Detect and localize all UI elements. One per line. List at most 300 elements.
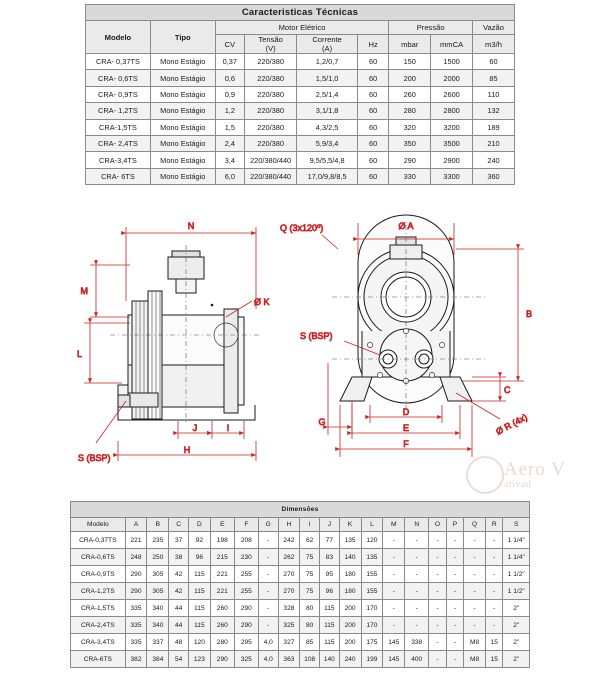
dim-cell: - — [429, 583, 446, 600]
tech-cell: 220/380 — [244, 119, 296, 135]
dim-col-s: S — [503, 518, 530, 532]
dim-cell: 54 — [169, 651, 189, 668]
tech-cell: 85 — [473, 70, 515, 86]
dim-cell: 145 — [383, 634, 405, 651]
dim-cell: - — [258, 583, 278, 600]
dim-col-k: K — [339, 518, 361, 532]
dim-cell: - — [383, 566, 405, 583]
dim-label-R: Ø R (4x) — [494, 411, 529, 437]
dim-label-E: E — [402, 423, 410, 433]
tech-cell: 350 — [389, 135, 431, 151]
dim-cell: 48 — [169, 634, 189, 651]
tech-cell: 260 — [389, 86, 431, 102]
dim-cell: - — [486, 566, 503, 583]
tech-table-title: Caracteristicas Técnicas — [86, 5, 515, 21]
technical-characteristics-table — [85, 4, 515, 185]
dim-cell: 15 — [486, 634, 503, 651]
dim-cell: - — [446, 617, 463, 634]
tech-cell: 220/380/440 — [244, 152, 296, 168]
dim-cell: 1 1/2" — [503, 583, 530, 600]
tech-cell: 3,4 — [215, 152, 244, 168]
tech-cell: 200 — [389, 70, 431, 86]
dim-cell: 280 — [210, 634, 234, 651]
dim-cell: - — [405, 617, 429, 634]
tech-col-mbar: mbar — [389, 35, 431, 54]
dim-cell: 290 — [125, 583, 147, 600]
dim-cell: 255 — [234, 583, 258, 600]
dim-cell: 4,0 — [258, 651, 278, 668]
dim-col-e: E — [210, 518, 234, 532]
dim-cell: 42 — [169, 583, 189, 600]
tech-cell-modelo: CRA- 0,37TS — [86, 54, 151, 70]
tech-cell: 220/380/440 — [244, 168, 296, 184]
dim-cell: 4,0 — [258, 634, 278, 651]
tech-cell: 2,5/1,4 — [297, 86, 358, 102]
dim-cell: 260 — [210, 617, 234, 634]
dim-label-S-left: S (BSP) — [78, 453, 111, 463]
dim-col-n: N — [405, 518, 429, 532]
table-row — [86, 54, 515, 70]
tech-cell: 150 — [389, 54, 431, 70]
dim-cell: 85 — [300, 634, 320, 651]
dim-cell: - — [429, 549, 446, 566]
dim-cell: 155 — [361, 566, 383, 583]
dim-cell: 340 — [147, 617, 169, 634]
dim-cell: 382 — [125, 651, 147, 668]
table-row — [86, 70, 515, 86]
dim-cell: 327 — [278, 634, 300, 651]
dim-cell: - — [446, 566, 463, 583]
dim-col-p: P — [446, 518, 463, 532]
dim-cell-modelo: CRA-3,4TS — [71, 634, 126, 651]
dim-cell: 115 — [320, 617, 340, 634]
dim-label-B: B — [526, 309, 533, 319]
dim-cell: 221 — [210, 583, 234, 600]
dim-col-j: J — [320, 518, 340, 532]
dim-cell: - — [464, 549, 486, 566]
tech-cell: 60 — [473, 54, 515, 70]
tech-cell-modelo: CRA- 1,2TS — [86, 103, 151, 119]
dim-cell: - — [405, 532, 429, 549]
tech-cell: 220/380 — [244, 54, 296, 70]
dim-cell: 208 — [234, 532, 258, 549]
dim-cell: 290 — [125, 566, 147, 583]
dim-cell: - — [429, 617, 446, 634]
tech-cell-modelo: CRA- 0,6TS — [86, 70, 151, 86]
dim-cell: - — [446, 634, 463, 651]
dim-cell: 221 — [210, 566, 234, 583]
tech-cell: 2800 — [431, 103, 473, 119]
technical-drawing — [0, 205, 600, 497]
dim-cell: - — [486, 617, 503, 634]
dim-cell: 328 — [278, 600, 300, 617]
dim-cell: 115 — [320, 600, 340, 617]
dimensions-table — [70, 501, 530, 668]
dim-cell-modelo: CRA-0,9TS — [71, 566, 126, 583]
tech-cell: Mono Estágio — [150, 103, 215, 119]
dim-label-Q: Q (3x120º) — [280, 223, 324, 233]
dim-cell: - — [405, 600, 429, 617]
dim-cell: 270 — [278, 583, 300, 600]
table-row — [86, 86, 515, 102]
dim-cell: 115 — [320, 634, 340, 651]
dim-cell: 338 — [405, 634, 429, 651]
dim-cell: - — [429, 532, 446, 549]
dim-label-S-right: S (BSP) — [300, 331, 333, 341]
dim-cell: 1 1/4" — [503, 532, 530, 549]
table-row — [71, 651, 530, 668]
dim-cell: - — [446, 651, 463, 668]
tech-cell: 3,1/1,8 — [297, 103, 358, 119]
dim-cell: - — [486, 600, 503, 617]
tech-cell: 220/380 — [244, 70, 296, 86]
dim-cell: 108 — [300, 651, 320, 668]
table-row — [86, 168, 515, 184]
tech-cell: 1,2 — [215, 103, 244, 119]
dim-cell: 44 — [169, 617, 189, 634]
tech-cell-modelo: CRA- 0,9TS — [86, 86, 151, 102]
dim-cell: 75 — [300, 549, 320, 566]
dim-cell: 262 — [278, 549, 300, 566]
tech-cell: 60 — [357, 86, 388, 102]
tech-cell: 1,5/1,0 — [297, 70, 358, 86]
dim-col-i: I — [300, 518, 320, 532]
dim-cell-modelo: CRA-0,37TS — [71, 532, 126, 549]
tech-cell: 17,0/9,8/8,5 — [297, 168, 358, 184]
dim-label-J: J — [192, 423, 198, 433]
tech-cell: Mono Estágio — [150, 54, 215, 70]
dim-cell: - — [464, 566, 486, 583]
tech-cell: Mono Estágio — [150, 168, 215, 184]
dim-cell: 120 — [361, 532, 383, 549]
dim-cell: 400 — [405, 651, 429, 668]
dim-cell: 42 — [169, 566, 189, 583]
table-row — [86, 152, 515, 168]
dim-cell: 230 — [234, 549, 258, 566]
dim-cell: 335 — [125, 617, 147, 634]
dim-label-H: H — [183, 445, 191, 455]
dim-cell: - — [486, 583, 503, 600]
tech-cell: 290 — [389, 152, 431, 168]
tech-cell: 280 — [389, 103, 431, 119]
dim-cell: 305 — [147, 566, 169, 583]
table-row — [71, 549, 530, 566]
tech-cell-modelo: CRA- 2,4TS — [86, 135, 151, 151]
tech-cell: 240 — [473, 152, 515, 168]
tech-col-hz: Hz — [357, 35, 388, 54]
dim-cell: 198 — [210, 532, 234, 549]
dim-cell-modelo: CRA-2,4TS — [71, 617, 126, 634]
tech-group-vazao: Vazão — [473, 21, 515, 35]
dim-label-L: L — [76, 349, 82, 359]
dim-cell: 235 — [147, 532, 169, 549]
tech-cell: 220/380 — [244, 86, 296, 102]
dim-cell: 135 — [361, 549, 383, 566]
tech-cell: 320 — [389, 119, 431, 135]
dim-cell: 140 — [320, 651, 340, 668]
tech-cell: 60 — [357, 70, 388, 86]
tech-cell: 132 — [473, 103, 515, 119]
dim-cell: 80 — [300, 600, 320, 617]
tech-cell: 1,2/0,7 — [297, 54, 358, 70]
dim-cell: 2" — [503, 651, 530, 668]
dim-cell: - — [429, 651, 446, 668]
dim-cell: 140 — [339, 549, 361, 566]
dim-cell: 96 — [188, 549, 210, 566]
dim-cell: - — [464, 617, 486, 634]
tech-cell: 3200 — [431, 119, 473, 135]
dim-table-grid — [70, 501, 530, 668]
tech-cell: 2900 — [431, 152, 473, 168]
tech-cell: 1500 — [431, 54, 473, 70]
watermark-circle — [466, 456, 504, 494]
dim-cell: - — [258, 532, 278, 549]
dim-cell: 37 — [169, 532, 189, 549]
dim-cell: - — [383, 583, 405, 600]
tech-cell: 60 — [357, 119, 388, 135]
table-row — [71, 617, 530, 634]
dim-cell: 120 — [188, 634, 210, 651]
table-row — [71, 634, 530, 651]
dim-cell: 180 — [339, 583, 361, 600]
dim-cell: 270 — [278, 566, 300, 583]
dim-cell: 38 — [169, 549, 189, 566]
dim-cell: - — [429, 566, 446, 583]
dim-col-g: G — [258, 518, 278, 532]
dim-cell: M8 — [464, 634, 486, 651]
tech-cell: 60 — [357, 152, 388, 168]
dim-col-b: B — [147, 518, 169, 532]
dim-cell: 135 — [339, 532, 361, 549]
dim-cell: - — [405, 583, 429, 600]
dim-cell: 80 — [300, 617, 320, 634]
dim-cell: 2" — [503, 634, 530, 651]
dim-label-D: D — [402, 407, 410, 417]
dim-cell: 199 — [361, 651, 383, 668]
dim-cell: 325 — [278, 617, 300, 634]
dim-cell: - — [464, 600, 486, 617]
dim-col-q: Q — [464, 518, 486, 532]
tech-cell: 4,3/2,5 — [297, 119, 358, 135]
dim-cell: - — [464, 583, 486, 600]
table-row — [71, 583, 530, 600]
watermark-subtext: ativad — [503, 479, 532, 490]
dim-label-I: I — [226, 423, 230, 433]
tech-cell: 3300 — [431, 168, 473, 184]
dim-cell: - — [446, 583, 463, 600]
dim-label-N: N — [187, 221, 195, 231]
tech-col-tensao: Tensão (V) — [244, 35, 296, 54]
dim-label-C: C — [504, 385, 511, 395]
dim-cell: 44 — [169, 600, 189, 617]
dim-cell: 215 — [210, 549, 234, 566]
tech-cell-modelo: CRA-3,4TS — [86, 152, 151, 168]
dim-cell: 200 — [339, 600, 361, 617]
dim-col-l: L — [361, 518, 383, 532]
tech-cell-modelo: CRA-1,5TS — [86, 119, 151, 135]
tech-cell: 189 — [473, 119, 515, 135]
dim-cell: - — [446, 549, 463, 566]
tech-cell: Mono Estágio — [150, 152, 215, 168]
tech-cell: 0,37 — [215, 54, 244, 70]
dim-cell: 170 — [361, 600, 383, 617]
dim-cell-modelo: CRA-1,2TS — [71, 583, 126, 600]
dim-cell-modelo: CRA-1,5TS — [71, 600, 126, 617]
dim-cell: 83 — [320, 549, 340, 566]
dim-cell: - — [486, 532, 503, 549]
dim-label-G: G — [318, 417, 326, 427]
table-row — [71, 600, 530, 617]
tech-cell: 110 — [473, 86, 515, 102]
dim-cell: 96 — [320, 583, 340, 600]
tech-cell: 0,6 — [215, 70, 244, 86]
dim-cell: - — [405, 566, 429, 583]
tech-col-m3h: m3/h — [473, 35, 515, 54]
dim-cell: 92 — [188, 532, 210, 549]
dim-cell: 2" — [503, 600, 530, 617]
dim-cell: 75 — [300, 583, 320, 600]
dim-label-F: F — [403, 439, 409, 449]
tech-cell: 2,4 — [215, 135, 244, 151]
tech-cell-modelo: CRA- 6TS — [86, 168, 151, 184]
dim-cell: M8 — [464, 651, 486, 668]
dim-cell: 1 1/4" — [503, 549, 530, 566]
tech-cell: Mono Estágio — [150, 119, 215, 135]
dim-cell: 77 — [320, 532, 340, 549]
dim-col-modelo: Modelo — [71, 518, 126, 532]
dim-cell: - — [405, 549, 429, 566]
dim-cell: 290 — [210, 651, 234, 668]
watermark-text: Aero V — [503, 459, 566, 480]
dim-cell: 180 — [339, 566, 361, 583]
dim-cell: - — [383, 600, 405, 617]
tech-col-corrente: Corrente (A) — [297, 35, 358, 54]
dim-cell: 200 — [339, 634, 361, 651]
tech-cell: 1,5 — [215, 119, 244, 135]
dim-col-d: D — [188, 518, 210, 532]
tech-cell: 330 — [389, 168, 431, 184]
dim-cell: 335 — [125, 634, 147, 651]
table-row — [86, 103, 515, 119]
tech-cell: 6,0 — [215, 168, 244, 184]
dim-cell: - — [258, 549, 278, 566]
tech-cell: 60 — [357, 168, 388, 184]
dim-cell: 363 — [278, 651, 300, 668]
dim-cell: 175 — [361, 634, 383, 651]
dim-cell: 290 — [234, 600, 258, 617]
dim-col-o: O — [429, 518, 446, 532]
dim-cell-modelo: CRA-0,6TS — [71, 549, 126, 566]
dim-col-a: A — [125, 518, 147, 532]
dim-cell: 240 — [339, 651, 361, 668]
dim-cell: 155 — [361, 583, 383, 600]
dim-cell: - — [429, 600, 446, 617]
tech-group-pressao: Pressão — [389, 21, 473, 35]
dim-cell: 1 1/2" — [503, 566, 530, 583]
table-row — [86, 135, 515, 151]
dim-label-M: M — [80, 286, 88, 296]
tech-cell: Mono Estágio — [150, 86, 215, 102]
tech-cell: 9,5/5,5/4,8 — [297, 152, 358, 168]
dim-table-title: Dimensões — [71, 502, 530, 518]
dim-cell: 75 — [300, 566, 320, 583]
dim-cell: 295 — [234, 634, 258, 651]
dim-cell: - — [429, 634, 446, 651]
dim-cell: 170 — [361, 617, 383, 634]
tech-col-modelo: Modelo — [86, 21, 151, 54]
dim-cell: 2" — [503, 617, 530, 634]
dim-cell: - — [446, 532, 463, 549]
tech-cell: 60 — [357, 103, 388, 119]
dim-cell: 200 — [339, 617, 361, 634]
dim-label-A: Ø A — [398, 221, 414, 231]
dim-cell: 337 — [147, 634, 169, 651]
dim-cell: 260 — [210, 600, 234, 617]
tech-cell: Mono Estágio — [150, 135, 215, 151]
dim-cell: 255 — [234, 566, 258, 583]
dim-col-h: H — [278, 518, 300, 532]
dim-col-r: R — [486, 518, 503, 532]
dim-label-K: Ø K — [254, 297, 270, 307]
dim-cell-modelo: CRA-6TS — [71, 651, 126, 668]
tech-cell: 60 — [357, 54, 388, 70]
dim-cell: - — [383, 617, 405, 634]
dim-cell: 145 — [383, 651, 405, 668]
tech-col-tipo: Tipo — [150, 21, 215, 54]
dim-cell: 62 — [300, 532, 320, 549]
tech-cell: 2600 — [431, 86, 473, 102]
dim-cell: 305 — [147, 583, 169, 600]
tech-cell: 0,9 — [215, 86, 244, 102]
dim-cell: 15 — [486, 651, 503, 668]
dim-cell: - — [446, 600, 463, 617]
dim-cell: 123 — [188, 651, 210, 668]
dim-col-c: C — [169, 518, 189, 532]
tech-col-mmca: mmCA — [431, 35, 473, 54]
tech-cell: 3500 — [431, 135, 473, 151]
dim-cell: 325 — [234, 651, 258, 668]
tech-group-motor: Motor Elétrico — [215, 21, 389, 35]
dim-cell: - — [258, 566, 278, 583]
dim-cell: 115 — [188, 566, 210, 583]
dim-cell: 290 — [234, 617, 258, 634]
tech-cell: 2000 — [431, 70, 473, 86]
table-row — [86, 119, 515, 135]
tech-cell: Mono Estágio — [150, 70, 215, 86]
dim-cell: 250 — [147, 549, 169, 566]
dim-cell: 340 — [147, 600, 169, 617]
dim-cell: 384 — [147, 651, 169, 668]
dim-cell: 242 — [278, 532, 300, 549]
dim-cell: 221 — [125, 532, 147, 549]
tech-cell: 60 — [357, 135, 388, 151]
tech-cell: 220/380 — [244, 135, 296, 151]
dim-cell: - — [464, 532, 486, 549]
dim-cell: - — [486, 549, 503, 566]
tech-cell: 220/380 — [244, 103, 296, 119]
dim-cell: - — [258, 600, 278, 617]
dim-cell: 248 — [125, 549, 147, 566]
dim-cell: 115 — [188, 617, 210, 634]
dim-col-m: M — [383, 518, 405, 532]
dim-cell: - — [383, 532, 405, 549]
table-row — [71, 532, 530, 549]
dim-cell: 335 — [125, 600, 147, 617]
dim-col-f: F — [234, 518, 258, 532]
tech-cell: 5,9/3,4 — [297, 135, 358, 151]
dim-cell: - — [258, 617, 278, 634]
dim-cell: 115 — [188, 583, 210, 600]
